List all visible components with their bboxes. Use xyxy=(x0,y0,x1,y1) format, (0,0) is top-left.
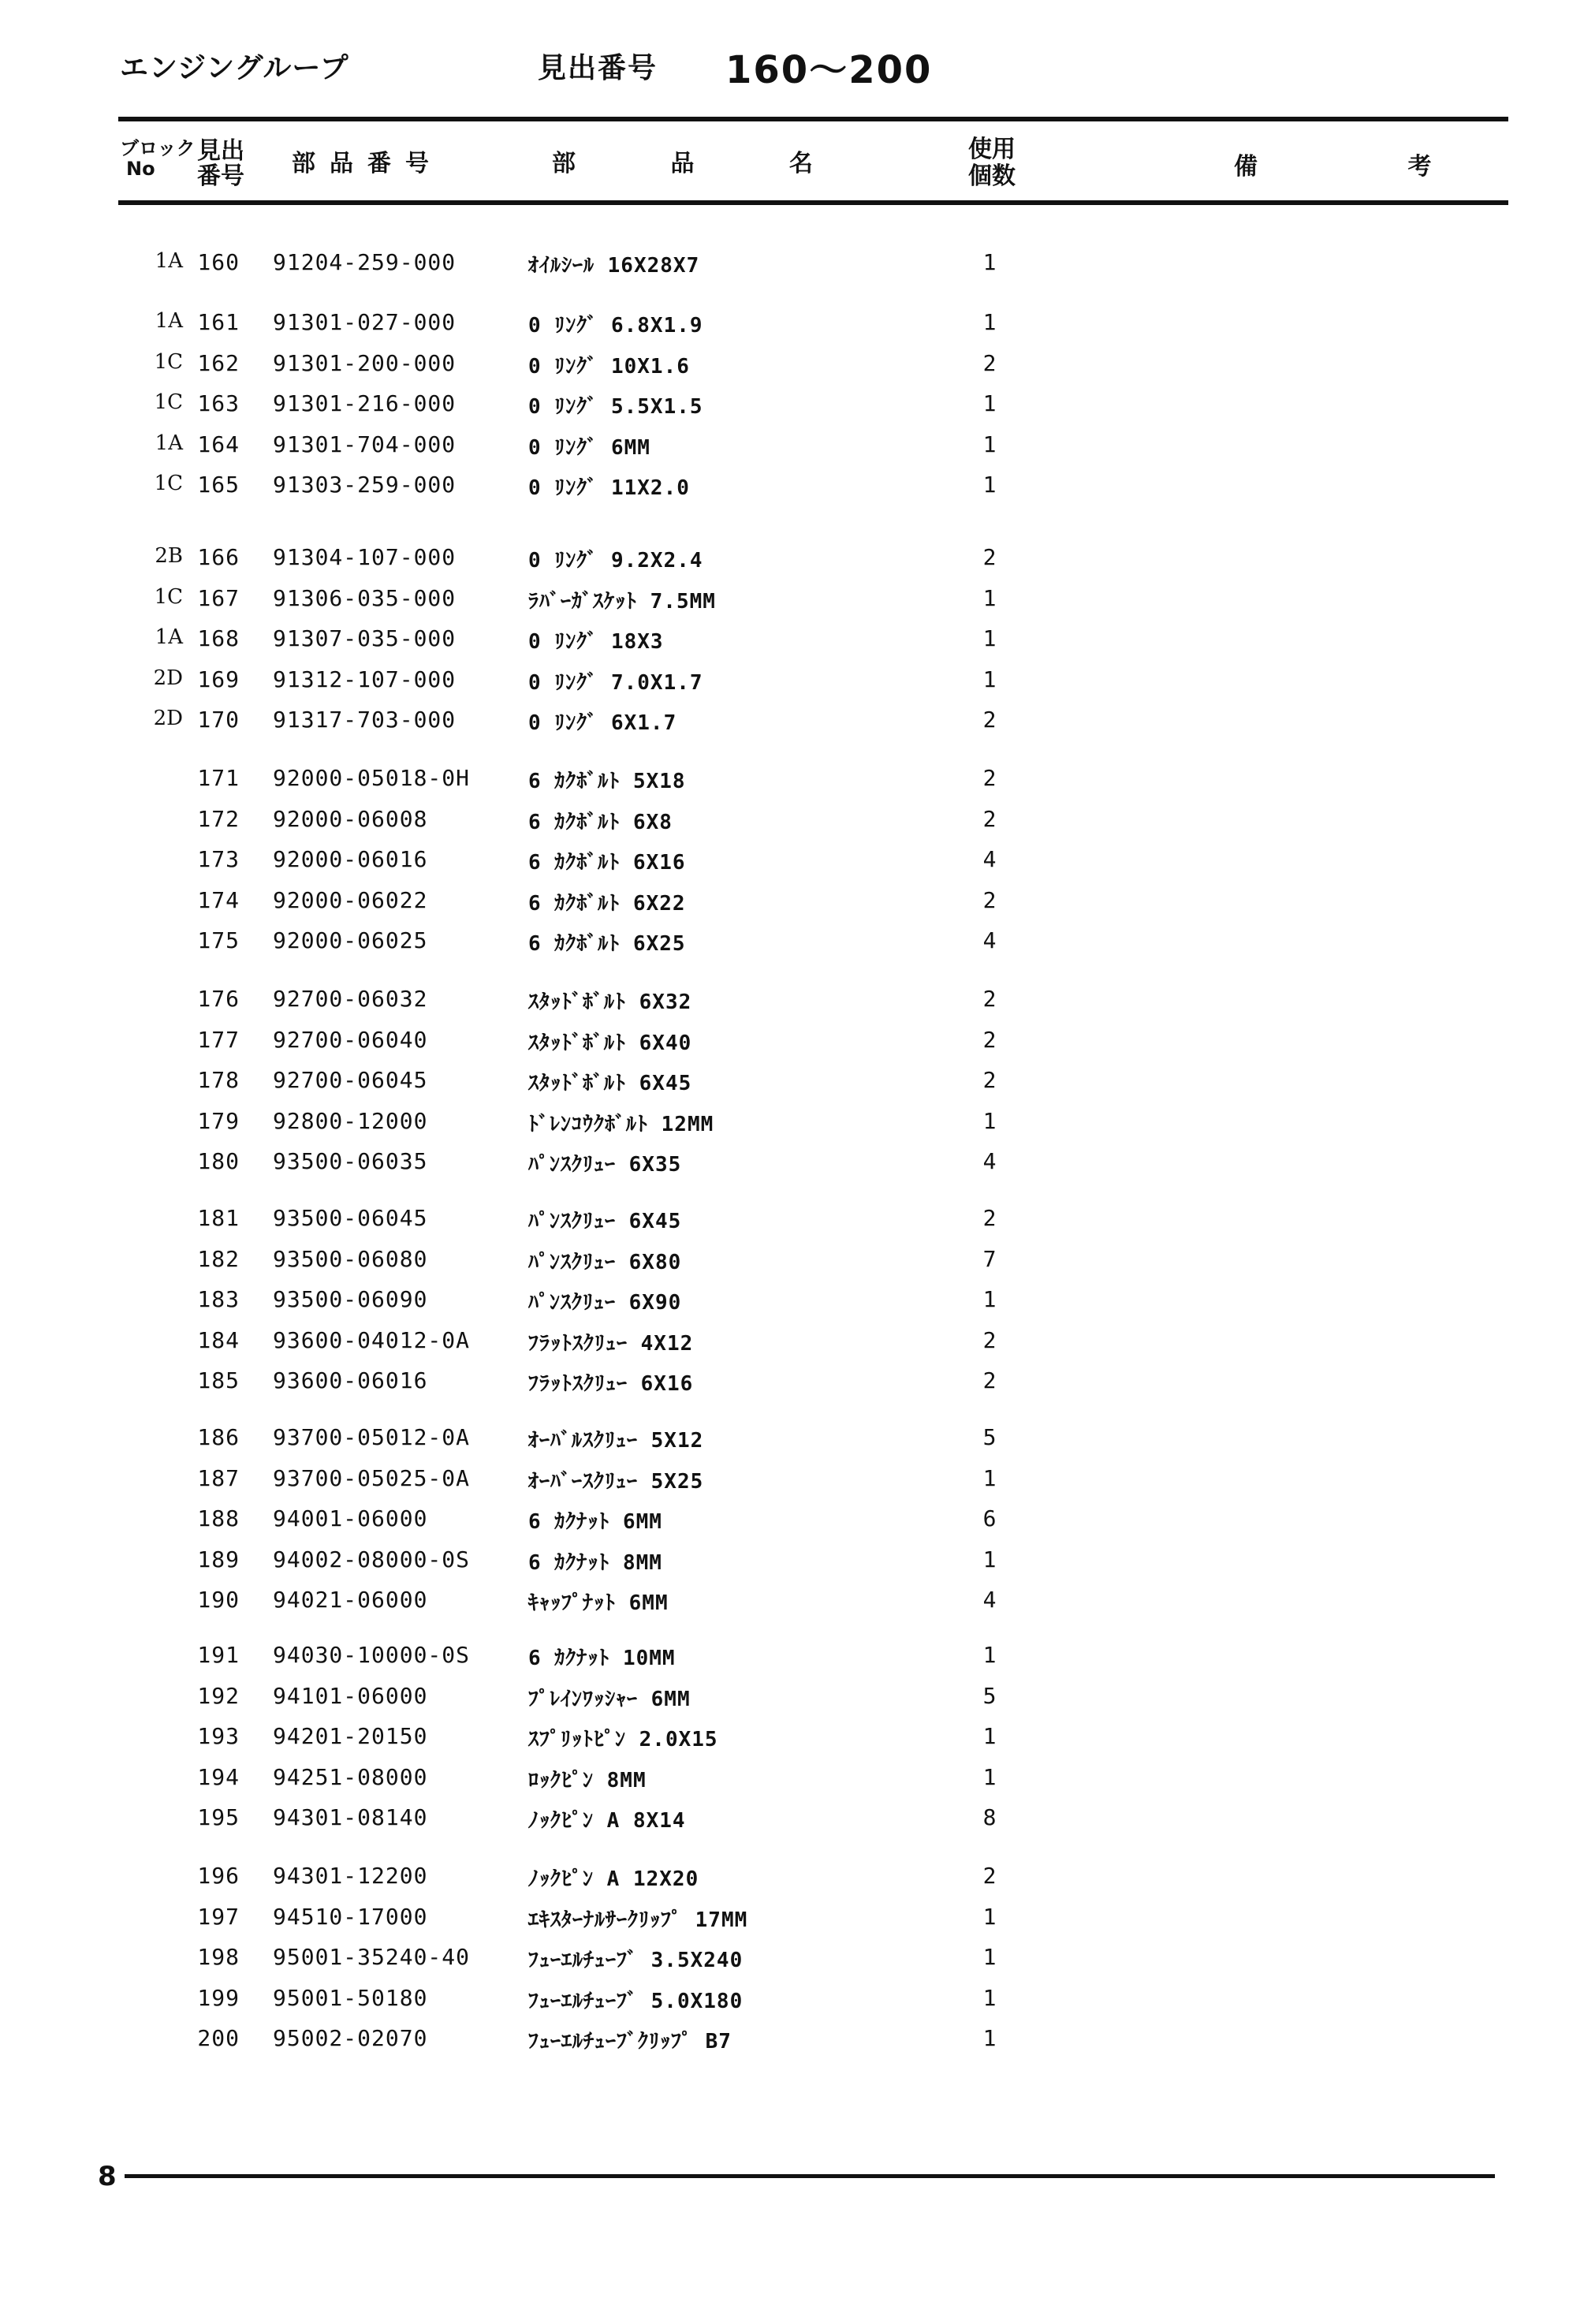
part-name-cell: ﾊﾟﾝｽｸﾘｭｰ 6X35 xyxy=(528,1153,682,1177)
index-number-cell: 190 xyxy=(197,1587,240,1613)
table-row xyxy=(0,846,1584,878)
part-name-cell: ｽﾀｯﾄﾞﾎﾞﾙﾄ 6X45 xyxy=(528,1072,692,1095)
part-number-cell: 91312-107-000 xyxy=(273,666,457,692)
index-number-cell: 193 xyxy=(197,1723,240,1749)
quantity-cell: 4 xyxy=(982,1587,997,1613)
quantity-cell: 1 xyxy=(982,1642,997,1668)
index-number-cell: 199 xyxy=(197,1985,240,2011)
index-number-cell: 162 xyxy=(197,350,240,376)
table-row xyxy=(0,1546,1584,1578)
index-number-cell: 181 xyxy=(197,1205,240,1231)
index-number-cell: 180 xyxy=(197,1148,240,1174)
index-number-cell: 177 xyxy=(197,1027,240,1053)
index-number-cell: 170 xyxy=(197,707,240,733)
footer-rule xyxy=(125,2174,1495,2178)
table-row xyxy=(0,309,1584,341)
table-row xyxy=(0,806,1584,837)
part-name-cell: 0 ﾘﾝｸﾞ 6.8X1.9 xyxy=(528,314,703,338)
quantity-cell: 1 xyxy=(982,1904,997,1930)
table-row xyxy=(0,1587,1584,1618)
part-number-cell: 93500-06035 xyxy=(273,1148,428,1174)
table-row xyxy=(0,1148,1584,1180)
block-cell: 2B xyxy=(155,544,183,568)
part-name-cell: 0 ﾘﾝｸﾞ 18X3 xyxy=(528,630,664,654)
part-name-cell: ﾉｯｸﾋﾟﾝ A 12X20 xyxy=(528,1867,699,1891)
quantity-cell: 4 xyxy=(982,1148,997,1174)
quantity-cell: 4 xyxy=(982,846,997,872)
index-number-cell: 191 xyxy=(197,1642,240,1668)
index-number-cell: 189 xyxy=(197,1546,240,1572)
part-number-cell: 94510-17000 xyxy=(273,1904,428,1930)
block-cell: 1A xyxy=(155,625,183,649)
index-number-cell: 192 xyxy=(197,1683,240,1709)
table-row xyxy=(0,1067,1584,1099)
index-number-cell: 197 xyxy=(197,1904,240,1930)
part-name-cell: ﾌｭｰｴﾙﾁｭｰﾌﾞｸﾘｯﾌﾟ B7 xyxy=(528,2030,732,2054)
quantity-cell: 1 xyxy=(982,431,997,457)
part-number-cell: 95002-02070 xyxy=(273,2025,428,2051)
table-row xyxy=(0,1246,1584,1278)
index-number-cell: 160 xyxy=(197,249,240,275)
table-row xyxy=(0,1863,1584,1894)
index-number-cell: 179 xyxy=(197,1108,240,1134)
table-row xyxy=(0,2025,1584,2057)
part-name-cell: ﾌﾗｯﾄｽｸﾘｭｰ 4X12 xyxy=(528,1332,694,1356)
part-name-cell: 6 ｶｸﾎﾞﾙﾄ 6X8 xyxy=(528,811,673,834)
block-cell: 1C xyxy=(154,390,183,414)
part-name-cell: 6 ｶｸﾅｯﾄ 10MM xyxy=(528,1647,676,1670)
quantity-cell: 2 xyxy=(982,1205,997,1231)
part-name-cell: 0 ﾘﾝｸﾞ 5.5X1.5 xyxy=(528,395,703,419)
col-header-index-number: 番号 xyxy=(197,162,244,190)
table-row xyxy=(0,1505,1584,1537)
quantity-cell: 1 xyxy=(982,1944,997,1970)
part-name-cell: 0 ﾘﾝｸﾞ 11X2.0 xyxy=(528,476,690,500)
quantity-cell: 2 xyxy=(982,544,997,570)
part-number-cell: 93500-06090 xyxy=(273,1286,428,1312)
part-number-cell: 94251-08000 xyxy=(273,1764,428,1790)
part-number-cell: 91317-703-000 xyxy=(273,707,457,733)
col-header-block: ブロック xyxy=(120,137,196,159)
index-number-cell: 185 xyxy=(197,1367,240,1393)
part-number-cell: 91306-035-000 xyxy=(273,585,457,611)
table-row xyxy=(0,765,1584,796)
part-name-cell: 0 ﾘﾝｸﾞ 10X1.6 xyxy=(528,355,690,379)
index-number-cell: 168 xyxy=(197,625,240,651)
part-number-cell: 94301-08140 xyxy=(273,1804,428,1830)
index-number-cell: 186 xyxy=(197,1424,240,1450)
quantity-cell: 1 xyxy=(982,390,997,416)
quantity-cell: 1 xyxy=(982,1546,997,1572)
part-name-cell: ﾉｯｸﾋﾟﾝ A 8X14 xyxy=(528,1809,686,1833)
part-name-cell: ｵｰﾊﾞｰｽｸﾘｭｰ 5X25 xyxy=(528,1470,704,1494)
part-number-cell: 94201-20150 xyxy=(273,1723,428,1749)
part-number-cell: 92000-05018-0H xyxy=(273,765,471,791)
quantity-cell: 2 xyxy=(982,986,997,1012)
index-number-cell: 198 xyxy=(197,1944,240,1970)
part-number-cell: 93600-06016 xyxy=(273,1367,428,1393)
quantity-cell: 1 xyxy=(982,2025,997,2051)
part-name-cell: 0 ﾘﾝｸﾞ 6X1.7 xyxy=(528,711,677,735)
quantity-cell: 6 xyxy=(982,1505,997,1531)
part-name-cell: ﾌｭｰｴﾙﾁｭｰﾌﾞ 5.0X180 xyxy=(528,1990,744,2013)
index-number-cell: 166 xyxy=(197,544,240,570)
col-header-block-no: No xyxy=(126,158,155,180)
part-number-cell: 94002-08000-0S xyxy=(273,1546,471,1572)
part-name-cell: ｽﾌﾟﾘｯﾄﾋﾟﾝ 2.0X15 xyxy=(528,1728,718,1751)
index-number-cell: 163 xyxy=(197,390,240,416)
table-row xyxy=(0,1465,1584,1497)
quantity-cell: 1 xyxy=(982,585,997,611)
quantity-cell: 1 xyxy=(982,1985,997,2011)
index-range: 160～200 xyxy=(725,48,933,92)
table-row xyxy=(0,1985,1584,2016)
part-name-cell: ﾊﾟﾝｽｸﾘｭｰ 6X80 xyxy=(528,1251,682,1274)
col-header-remarks: 備 考 xyxy=(1234,153,1432,181)
part-number-cell: 94021-06000 xyxy=(273,1587,428,1613)
col-header-qty-count: 個数 xyxy=(968,162,1016,190)
quantity-cell: 1 xyxy=(982,249,997,275)
index-number-cell: 187 xyxy=(197,1465,240,1491)
part-name-cell: 6 ｶｸﾎﾞﾙﾄ 6X25 xyxy=(528,932,686,956)
part-name-cell: 0 ﾘﾝｸﾞ 9.2X2.4 xyxy=(528,549,703,573)
quantity-cell: 2 xyxy=(982,350,997,376)
part-name-cell: 6 ｶｸﾅｯﾄ 6MM xyxy=(528,1510,662,1534)
part-number-cell: 94030-10000-0S xyxy=(273,1642,471,1668)
col-header-part-number: 部品番号 xyxy=(292,150,443,177)
index-number-cell: 176 xyxy=(197,986,240,1012)
part-number-cell: 91301-200-000 xyxy=(273,350,457,376)
part-number-cell: 93600-04012-0A xyxy=(273,1327,471,1353)
part-number-cell: 92000-06016 xyxy=(273,846,428,872)
index-number-cell: 165 xyxy=(197,472,240,498)
part-name-cell: ﾊﾟﾝｽｸﾘｭｰ 6X45 xyxy=(528,1210,682,1233)
quantity-cell: 1 xyxy=(982,472,997,498)
table-row xyxy=(0,1723,1584,1755)
index-number-cell: 174 xyxy=(197,887,240,913)
table-row xyxy=(0,1904,1584,1935)
col-header-part-name: 部 品 名 xyxy=(552,150,813,177)
block-cell: 2D xyxy=(153,707,183,730)
index-number-cell: 178 xyxy=(197,1067,240,1093)
index-number-cell: 182 xyxy=(197,1246,240,1272)
part-number-cell: 93700-05012-0A xyxy=(273,1424,471,1450)
part-name-cell: ﾌﾗｯﾄｽｸﾘｭｰ 6X16 xyxy=(528,1372,694,1396)
table-row xyxy=(0,1108,1584,1140)
quantity-cell: 1 xyxy=(982,309,997,335)
quantity-cell: 2 xyxy=(982,1863,997,1889)
part-number-cell: 95001-35240-40 xyxy=(273,1944,471,1970)
part-name-cell: ｵｲﾙｼｰﾙ 16X28X7 xyxy=(528,254,700,278)
table-row xyxy=(0,1424,1584,1456)
block-cell: 1A xyxy=(155,431,183,455)
table-row xyxy=(0,249,1584,281)
quantity-cell: 2 xyxy=(982,806,997,832)
index-number-label: 見出番号 xyxy=(538,52,658,84)
index-number-cell: 161 xyxy=(197,309,240,335)
table-row xyxy=(0,544,1584,576)
quantity-cell: 2 xyxy=(982,1367,997,1393)
part-number-cell: 94101-06000 xyxy=(273,1683,428,1709)
part-name-cell: ﾄﾞﾚﾝｺｳｸﾎﾞﾙﾄ 12MM xyxy=(528,1113,714,1136)
index-number-cell: 164 xyxy=(197,431,240,457)
table-row xyxy=(0,1367,1584,1399)
part-number-cell: 93700-05025-0A xyxy=(273,1465,471,1491)
part-name-cell: ｵｰﾊﾞﾙｽｸﾘｭｰ 5X12 xyxy=(528,1429,704,1453)
part-number-cell: 93500-06045 xyxy=(273,1205,428,1231)
table-row xyxy=(0,1683,1584,1714)
index-number-cell: 188 xyxy=(197,1505,240,1531)
part-number-cell: 95001-50180 xyxy=(273,1985,428,2011)
index-number-cell: 183 xyxy=(197,1286,240,1312)
table-row xyxy=(0,1327,1584,1359)
part-number-cell: 92000-06022 xyxy=(273,887,428,913)
part-name-cell: 6 ｶｸﾎﾞﾙﾄ 5X18 xyxy=(528,770,686,793)
part-number-cell: 92000-06008 xyxy=(273,806,428,832)
table-row xyxy=(0,625,1584,657)
part-number-cell: 94001-06000 xyxy=(273,1505,428,1531)
page-number: 8 xyxy=(98,2161,117,2192)
part-name-cell: 0 ﾘﾝｸﾞ 7.0X1.7 xyxy=(528,671,703,695)
quantity-cell: 4 xyxy=(982,927,997,953)
block-cell: 1C xyxy=(154,585,183,609)
table-row xyxy=(0,707,1584,738)
quantity-cell: 1 xyxy=(982,1723,997,1749)
block-cell: 1C xyxy=(154,472,183,495)
part-number-cell: 91301-027-000 xyxy=(273,309,457,335)
part-name-cell: ｽﾀｯﾄﾞﾎﾞﾙﾄ 6X32 xyxy=(528,990,692,1014)
quantity-cell: 1 xyxy=(982,1108,997,1134)
part-name-cell: ﾊﾟﾝｽｸﾘｭｰ 6X90 xyxy=(528,1291,682,1315)
table-row xyxy=(0,472,1584,503)
quantity-cell: 2 xyxy=(982,1327,997,1353)
block-cell: 1A xyxy=(155,249,183,273)
part-name-cell: ﾗﾊﾞｰｶﾞｽｹｯﾄ 7.5MM xyxy=(528,590,716,614)
block-cell: 1A xyxy=(155,309,183,333)
table-row xyxy=(0,1027,1584,1058)
table-row xyxy=(0,1944,1584,1975)
table-row xyxy=(0,666,1584,698)
block-cell: 2D xyxy=(153,666,183,690)
quantity-cell: 5 xyxy=(982,1424,997,1450)
part-name-cell: ｴｷｽﾀｰﾅﾙｻｰｸﾘｯﾌﾟ 17MM xyxy=(528,1908,748,1932)
quantity-cell: 1 xyxy=(982,1286,997,1312)
table-row xyxy=(0,1205,1584,1237)
table-row xyxy=(0,390,1584,422)
index-number-cell: 184 xyxy=(197,1327,240,1353)
table-row xyxy=(0,1286,1584,1318)
part-name-cell: 6 ｶｸﾎﾞﾙﾄ 6X22 xyxy=(528,892,686,916)
col-header-index: 見出 xyxy=(197,137,244,165)
part-name-cell: ｽﾀｯﾄﾞﾎﾞﾙﾄ 6X40 xyxy=(528,1031,692,1055)
table-row xyxy=(0,431,1584,463)
quantity-cell: 1 xyxy=(982,625,997,651)
part-number-cell: 91204-259-000 xyxy=(273,249,457,275)
part-number-cell: 92700-06032 xyxy=(273,986,428,1012)
index-number-cell: 169 xyxy=(197,666,240,692)
index-number-cell: 194 xyxy=(197,1764,240,1790)
index-number-cell: 195 xyxy=(197,1804,240,1830)
quantity-cell: 8 xyxy=(982,1804,997,1830)
part-number-cell: 91301-216-000 xyxy=(273,390,457,416)
index-number-cell: 173 xyxy=(197,846,240,872)
quantity-cell: 7 xyxy=(982,1246,997,1272)
quantity-cell: 2 xyxy=(982,1027,997,1053)
part-number-cell: 91301-704-000 xyxy=(273,431,457,457)
index-number-cell: 171 xyxy=(197,765,240,791)
part-name-cell: ﾌｭｰｴﾙﾁｭｰﾌﾞ 3.5X240 xyxy=(528,1949,744,1972)
col-header-qty: 使用 xyxy=(968,136,1016,163)
part-name-cell: 0 ﾘﾝｸﾞ 6MM xyxy=(528,436,650,460)
table-row xyxy=(0,1642,1584,1673)
quantity-cell: 1 xyxy=(982,666,997,692)
group-title: エンジングループ xyxy=(120,52,349,84)
part-number-cell: 91307-035-000 xyxy=(273,625,457,651)
index-number-cell: 167 xyxy=(197,585,240,611)
part-name-cell: 6 ｶｸﾎﾞﾙﾄ 6X16 xyxy=(528,851,686,875)
index-number-cell: 200 xyxy=(197,2025,240,2051)
table-row xyxy=(0,986,1584,1017)
table-row xyxy=(0,1764,1584,1796)
table-row xyxy=(0,927,1584,959)
table-row xyxy=(0,887,1584,919)
part-number-cell: 94301-12200 xyxy=(273,1863,428,1889)
part-name-cell: ｷｬｯﾌﾟﾅｯﾄ 6MM xyxy=(528,1591,669,1615)
part-number-cell: 91304-107-000 xyxy=(273,544,457,570)
table-row xyxy=(0,350,1584,382)
quantity-cell: 1 xyxy=(982,1465,997,1491)
part-number-cell: 92000-06025 xyxy=(273,927,428,953)
part-number-cell: 92700-06040 xyxy=(273,1027,428,1053)
part-name-cell: ﾌﾟﾚｲﾝﾜｯｼｬｰ 6MM xyxy=(528,1688,691,1711)
index-number-cell: 172 xyxy=(197,806,240,832)
table-row xyxy=(0,585,1584,617)
quantity-cell: 2 xyxy=(982,1067,997,1093)
index-number-cell: 175 xyxy=(197,927,240,953)
part-number-cell: 91303-259-000 xyxy=(273,472,457,498)
quantity-cell: 5 xyxy=(982,1683,997,1709)
quantity-cell: 2 xyxy=(982,707,997,733)
part-name-cell: ﾛｯｸﾋﾟﾝ 8MM xyxy=(528,1769,647,1792)
quantity-cell: 2 xyxy=(982,887,997,913)
part-name-cell: 6 ｶｸﾅｯﾄ 8MM xyxy=(528,1551,662,1575)
table-row xyxy=(0,1804,1584,1836)
index-number-cell: 196 xyxy=(197,1863,240,1889)
block-cell: 1C xyxy=(154,350,183,374)
part-number-cell: 93500-06080 xyxy=(273,1246,428,1272)
quantity-cell: 2 xyxy=(982,765,997,791)
part-number-cell: 92700-06045 xyxy=(273,1067,428,1093)
part-number-cell: 92800-12000 xyxy=(273,1108,428,1134)
quantity-cell: 1 xyxy=(982,1764,997,1790)
